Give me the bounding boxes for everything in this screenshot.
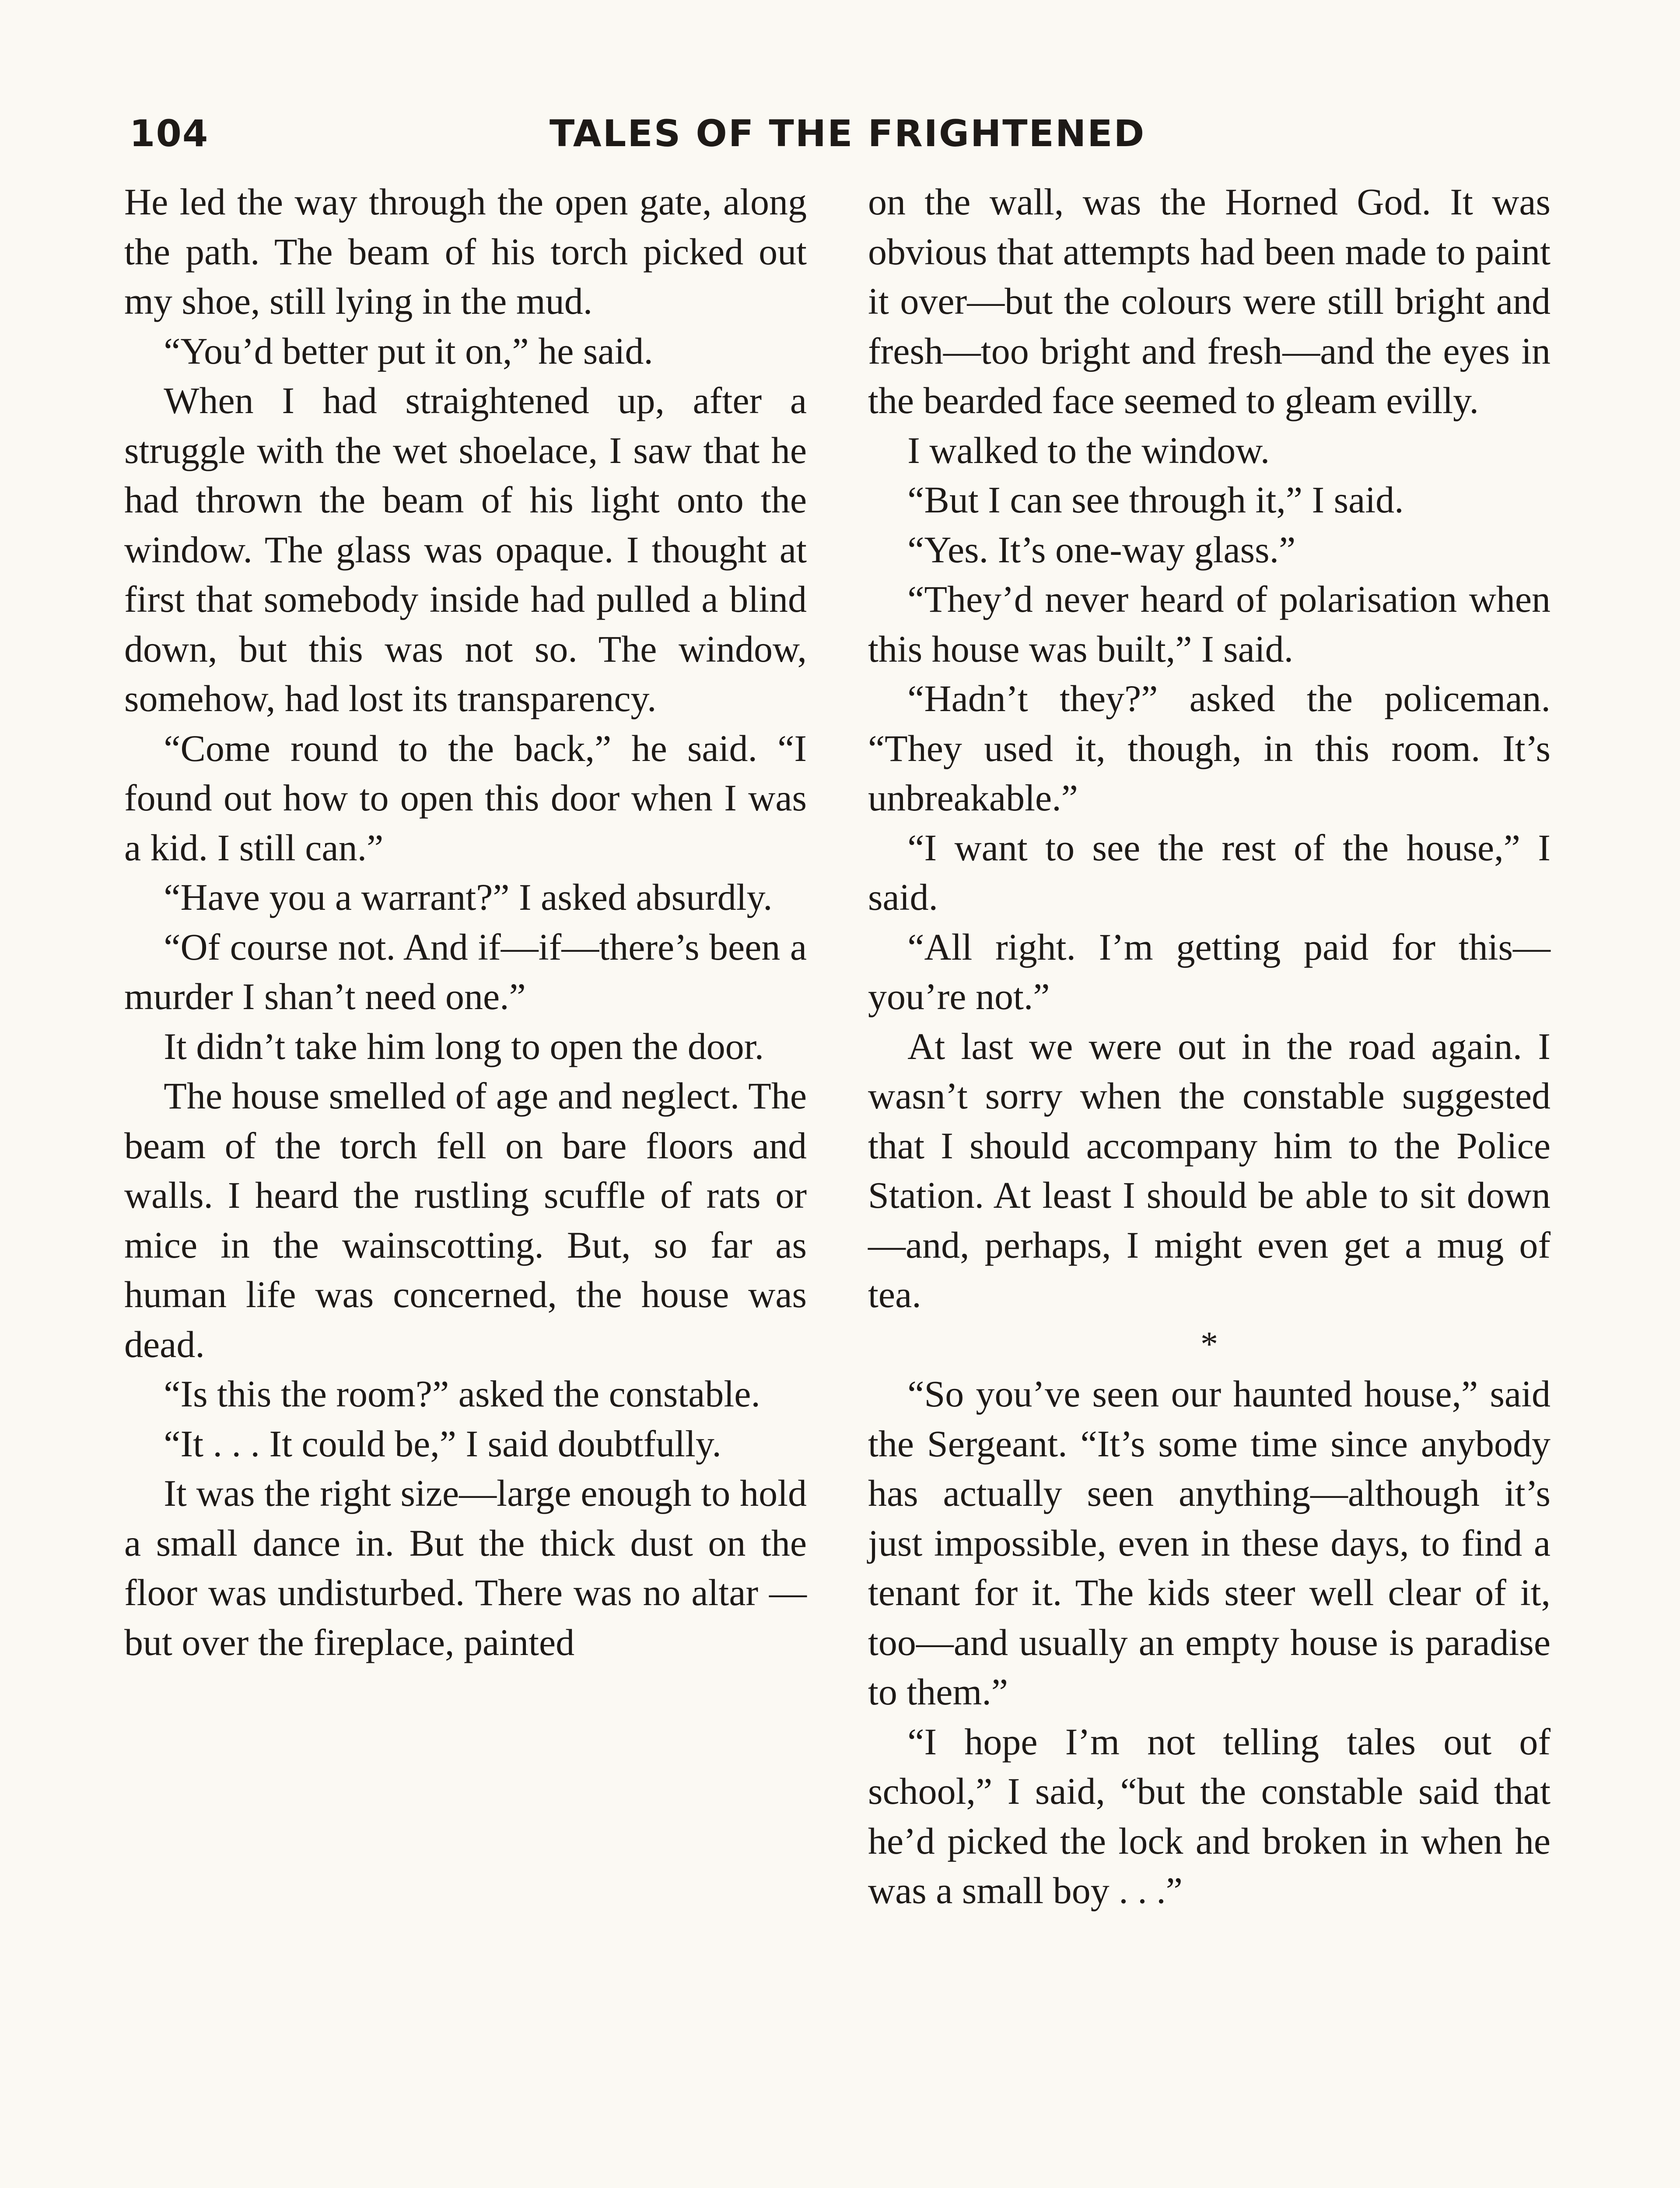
paragraph: “So you’ve seen our haunted house,” said the Sergeant. “It’s some time since anybody has actually seen anything—although it’s just impossible, even in these days, to find a tenant for it. The kids steer well clear of it, too—and usually an empty house is paradise to them.” (868, 1373, 1550, 1713)
paragraph: “Of course not. And if—if—there’s been a murder I shan’t need one.” (124, 926, 807, 1017)
paragraph: on the wall, was the Horned God. It was obvious that attempts had been made to paint it over—but the colours were still bright and fresh—too bright and fresh—and the eyes in the bearded face seemed to gleam evilly. (868, 181, 1550, 421)
paragraph: When I had straightened up, after a struggle with the wet shoelace, I saw that he had thrown the beam of his light onto the window. The glass was opaque. I thought at first that somebody inside had pulled a blind down, but this was not so. The window, somehow, had lost its transparency. (124, 379, 807, 719)
paragraph: “All right. I’m getting paid for this—you’re not.” (868, 926, 1550, 1017)
paragraph: I walked to the window. (907, 429, 1270, 471)
paragraph: It was the right size—large enough to hold a small dance in. But the thick dust on the floor was undisturbed. There was no altar —but over the fireplace, painted (124, 1472, 807, 1663)
paragraph: The house smelled of age and neglect. The beam of the torch fell on bare floors and walls. I heard the rustling scuffle of rats or mice in the wainscotting. But, so far as human life was concerned, the house was dead. (124, 1075, 807, 1365)
paragraph: He led the way through the open gate, along the path. The beam of his torch picked out my shoe, still lying in the mud. (124, 181, 807, 322)
paragraph: “You’d better put it on,” he said. (164, 330, 653, 372)
paragraph: “I hope I’m not telling tales out of school,” I said, “but the constable said that he’d picked the lock and broken in when he was a small boy . . .” (868, 1720, 1550, 1911)
paragraph: “But I can see through it,” I said. (907, 479, 1404, 521)
paragraph: “Is this the room?” asked the constable. (164, 1373, 760, 1415)
left-column (124, 177, 807, 1667)
paragraph: “It . . . It could be,” I said doubtfully. (164, 1422, 721, 1465)
paragraph: “Yes. It’s one-way glass.” (907, 528, 1296, 571)
paragraph: “I want to see the rest of the house,” I said. (868, 826, 1550, 918)
paragraph: “Come round to the back,” he said. “I found out how to open this door when I was a kid. I still can.” (124, 727, 807, 869)
paragraph: “They’d never heard of polarisation when this house was built,” I said. (868, 578, 1550, 670)
paragraph: “Have you a warrant?” I asked absurdly. (164, 876, 773, 918)
paragraph: At last we were out in the road again. I wasn’t sorry when the constable suggested that I should accompany him to the Police Station. At least I should be able to sit down—and, perhaps, I might even get a mug of tea. (868, 1025, 1550, 1315)
right-column (868, 177, 1550, 1916)
running-title: TALES OF THE FRIGHTENED (550, 112, 1146, 155)
paragraph: “Hadn’t they?” asked the policeman. “They used it, though, in this room. It’s unbreakable.” (868, 677, 1550, 819)
paragraph: It didn’t take him long to open the door. (164, 1025, 764, 1067)
page-number: 104 (130, 112, 209, 155)
page-header (130, 105, 1557, 162)
section-break: * (1200, 1325, 1218, 1364)
